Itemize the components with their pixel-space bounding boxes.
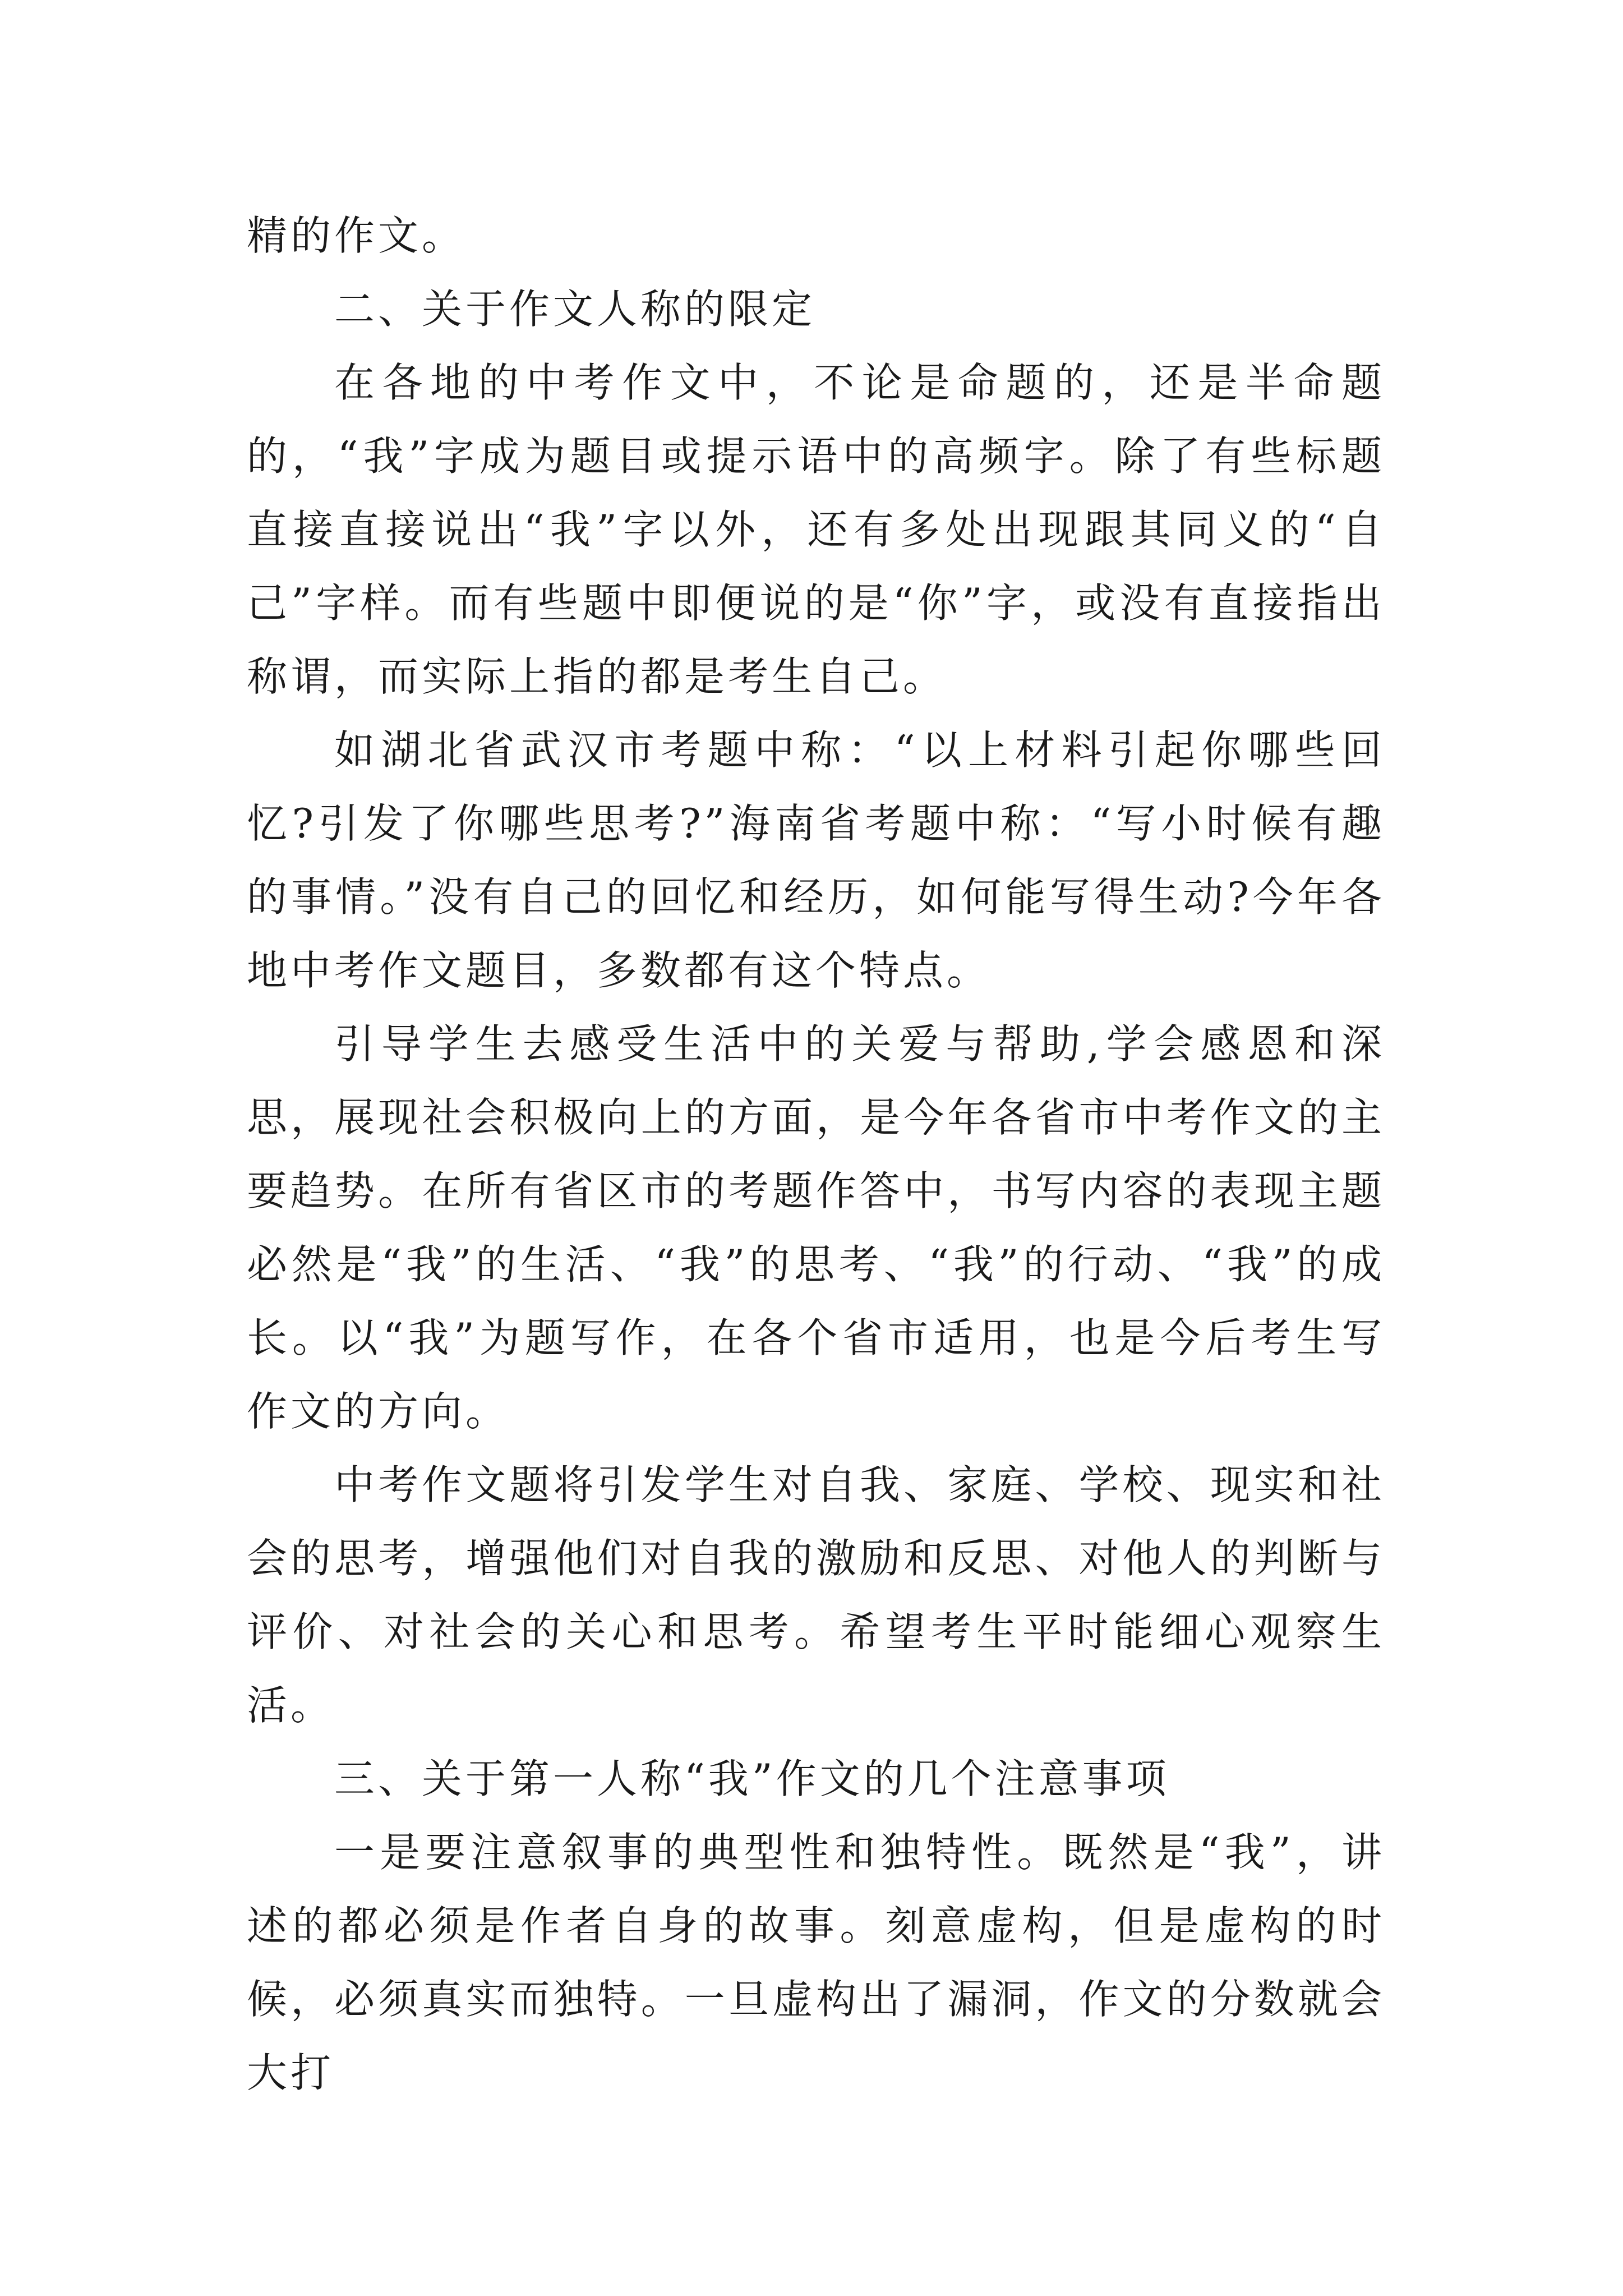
section-heading-3: 三、关于第一人称“我”作文的几个注意事项 [334, 1755, 1170, 1802]
paragraph: 中考作文题将引发学生对自我、家庭、学校、现实和社会的思考，增强他们对自我的激励和反思、对他人的判断与评价、对社会的关心和思考。希望考生平时能细心观察生活。 [247, 1461, 1385, 1729]
paragraph: 引导学生去感受生活中的关爱与帮助,学会感恩和深思，展现社会积极向上的方面，是今年各省市中考作文的主要趋势。在所有省区市的考题作答中，书写内容的表现主题必然是“我”的生活、“我”的思考、“我”的行动、“我”的成长。以“我”为题写作，在各个省市适用，也是今后考生写作文的方向。 [247, 1020, 1385, 1435]
paragraph-continuation: 精的作文。 [247, 212, 466, 259]
paragraph: 如湖北省武汉市考题中称：“以上材料引起你哪些回忆?引发了你哪些思考?”海南省考题中称：“写小时候有趣的事情。”没有自己的回忆和经历，如何能写得生动?今年各地中考作文题目，多数都有这个特点。 [247, 726, 1385, 994]
paragraph: 在各地的中考作文中，不论是命题的，还是半命题的，“我”字成为题目或提示语中的高频字。除了有些标题直接直接说出“我”字以外，还有多处出现跟其同义的“自己”字样。而有些题中即便说的是“你”字，或没有直接指出称谓，而实际上指的都是考生自己。 [247, 359, 1385, 700]
paragraph: 一是要注意叙事的典型性和独特性。既然是“我”，讲述的都必须是作者自身的故事。刻意虚构，但是虚构的时候，必须真实而独特。一旦虚构出了漏洞，作文的分数就会大打 [247, 1829, 1385, 2096]
document-body [247, 199, 1385, 2110]
section-heading-2: 二、关于作文人称的限定 [334, 286, 816, 333]
